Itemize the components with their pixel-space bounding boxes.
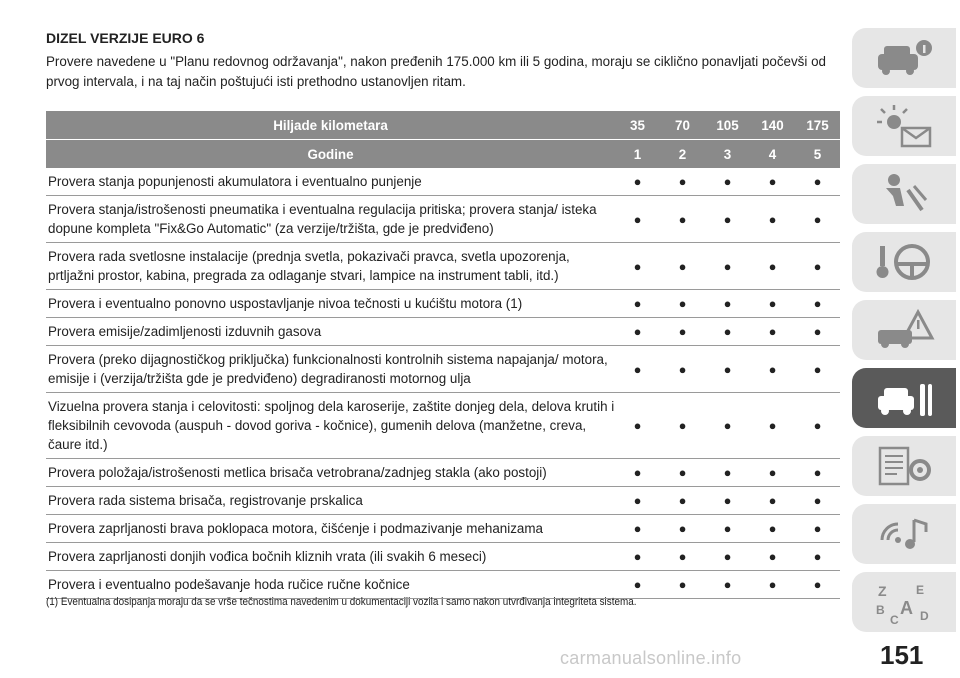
car-maintenance-icon [872, 374, 936, 422]
interval-dot: ● [705, 487, 750, 515]
specs-gear-icon [872, 442, 936, 490]
interval-dot: ● [750, 393, 795, 459]
interval-dot: ● [705, 459, 750, 487]
interval-dot: ● [750, 459, 795, 487]
interval-dot: ● [660, 543, 705, 571]
year-value: 1 [615, 140, 660, 169]
page-title: DIZEL VERZIJE EURO 6 [46, 30, 205, 46]
years-header-row [46, 140, 840, 169]
check-description: Provera stanja popunjenosti akumulatora i eventualno punjenje [46, 168, 615, 196]
table-row [46, 196, 840, 243]
interval-dot: ● [795, 459, 840, 487]
alphabetical-index-icon [872, 578, 936, 626]
sidebar-tab-key-steering[interactable] [852, 232, 956, 292]
interval-dot: ● [795, 487, 840, 515]
intro-paragraph: Provere navedene u "Planu redovnog održavanja", nakon pređenih 175.000 km ili 5 godina, moraju se ciklično ponavljati počevši od prvog intervala, i na taj način poštujući isti prethodno ustanovljen ritam. [46, 54, 826, 89]
page-number: 151 [880, 640, 924, 670]
check-description: Provera rada sistema brisača, registrovanje prskalica [46, 487, 615, 515]
interval-dot: ● [705, 290, 750, 318]
interval-dot: ● [705, 196, 750, 243]
sidebar-tab-seat-airbag[interactable] [852, 164, 956, 224]
interval-dot: ● [795, 346, 840, 393]
interval-dot: ● [705, 543, 750, 571]
year-value: 4 [750, 140, 795, 169]
interval-dot: ● [750, 543, 795, 571]
warning-car-icon [872, 306, 936, 354]
table-row [46, 459, 840, 487]
interval-dot: ● [795, 543, 840, 571]
interval-dot: ● [750, 168, 795, 196]
key-steering-icon [872, 238, 936, 286]
km-value: 140 [750, 111, 795, 140]
check-description: Provera i eventualno ponovno uspostavljanje nivoa tečnosti u kućištu motora (1) [46, 290, 615, 318]
svg-text:D: D [920, 609, 929, 623]
sidebar-tab-specs-gear[interactable] [852, 436, 956, 496]
km-value: 70 [660, 111, 705, 140]
table-row [46, 243, 840, 290]
footnote: (1) Eventualna dosipanja moraju da se vrše tečnostima navedenim u dokumentaciji vozila i samo nakon utvrđivanja integriteta sistema. [46, 596, 637, 608]
page-content [46, 30, 840, 92]
interval-dot: ● [660, 515, 705, 543]
check-description: Provera položaja/istrošenosti metlica brisača vetrobrana/zadnjeg stakla (ako postoji) [46, 459, 615, 487]
check-description: Provera emisije/zadimljenosti izduvnih gasova [46, 318, 615, 346]
interval-dot: ● [750, 571, 795, 599]
interval-dot: ● [615, 543, 660, 571]
car-info-icon [872, 34, 936, 82]
interval-dot: ● [615, 393, 660, 459]
interval-dot: ● [795, 196, 840, 243]
year-value: 2 [660, 140, 705, 169]
interval-dot: ● [615, 168, 660, 196]
table-row [46, 515, 840, 543]
interval-dot: ● [750, 318, 795, 346]
table-row [46, 290, 840, 318]
interval-dot: ● [660, 459, 705, 487]
check-description: Provera stanja/istrošenosti pneumatika i eventualna regulacija pritiska; provera stanja/ isteka dopune kompleta "Fix&Go Automatic" (za verzije/tržišta, gde je predviđeno) [46, 196, 615, 243]
km-value: 35 [615, 111, 660, 140]
interval-dot: ● [615, 515, 660, 543]
year-value: 3 [705, 140, 750, 169]
check-description: Provera zaprljanosti donjih vođica bočnih kliznih vrata (ili svakih 6 meseci) [46, 543, 615, 571]
km-value: 105 [705, 111, 750, 140]
svg-text:Z: Z [878, 583, 887, 599]
interval-dot: ● [705, 168, 750, 196]
check-description: Provera rada svetlosne instalacije (prednja svetla, pokazivači pravca, svetla upozorenja, prtljažni prostor, kabina, pregrada za odlaganje stvari, lampice na instrument tabli, itd.) [46, 243, 615, 290]
years-label: Godine [46, 140, 615, 169]
interval-dot: ● [705, 515, 750, 543]
dashboard-lights-icon [872, 102, 936, 150]
table-row [46, 543, 840, 571]
interval-dot: ● [660, 393, 705, 459]
svg-text:B: B [876, 603, 885, 617]
interval-dot: ● [705, 318, 750, 346]
check-description: Provera i eventualno podešavanje hoda ručice ručne kočnice [46, 571, 615, 599]
interval-dot: ● [615, 318, 660, 346]
interval-dot: ● [660, 571, 705, 599]
interval-dot: ● [615, 487, 660, 515]
interval-dot: ● [795, 515, 840, 543]
sidebar-tab-car-maintenance[interactable] [852, 368, 956, 428]
table-row [46, 393, 840, 459]
check-description: Provera zaprljanosti brava poklopaca motora, čišćenje i podmazivanje mehanizama [46, 515, 615, 543]
interval-dot: ● [615, 571, 660, 599]
interval-dot: ● [615, 346, 660, 393]
interval-dot: ● [750, 515, 795, 543]
table-row [46, 487, 840, 515]
interval-dot: ● [660, 290, 705, 318]
interval-dot: ● [660, 346, 705, 393]
svg-text:E: E [916, 583, 925, 597]
km-header-row [46, 111, 840, 140]
interval-dot: ● [750, 243, 795, 290]
interval-dot: ● [615, 196, 660, 243]
table-row [46, 571, 840, 599]
interval-dot: ● [750, 346, 795, 393]
interval-dot: ● [660, 168, 705, 196]
interval-dot: ● [795, 571, 840, 599]
interval-dot: ● [705, 393, 750, 459]
sidebar-tab-multimedia[interactable] [852, 504, 956, 564]
interval-dot: ● [615, 290, 660, 318]
sidebar-tab-alphabetical-index[interactable] [852, 572, 956, 632]
check-description: Vizuelna provera stanja i celovitosti: spoljnog dela karoserije, zaštite donjeg dela, delova krutih i fleksibilnih cevovoda (auspuh - dovod goriva - kočnice), gumenih delova (manžetne, creva, čaure itd.) [46, 393, 615, 459]
sidebar-tab-warning-car[interactable] [852, 300, 956, 360]
watermark: carmanualsonline.info [560, 648, 742, 668]
chapter-sidebar [852, 28, 960, 640]
interval-dot: ● [615, 243, 660, 290]
interval-dot: ● [705, 346, 750, 393]
interval-dot: ● [660, 196, 705, 243]
interval-dot: ● [750, 196, 795, 243]
interval-dot: ● [660, 318, 705, 346]
sidebar-tab-car-info[interactable] [852, 28, 956, 88]
svg-text:C: C [890, 613, 899, 626]
km-value: 175 [795, 111, 840, 140]
maintenance-table [46, 111, 840, 599]
interval-dot: ● [705, 243, 750, 290]
interval-dot: ● [660, 487, 705, 515]
interval-dot: ● [750, 290, 795, 318]
interval-dot: ● [660, 243, 705, 290]
interval-dot: ● [795, 318, 840, 346]
interval-dot: ● [795, 243, 840, 290]
km-label: Hiljade kilometara [46, 111, 615, 140]
table-row [46, 168, 840, 196]
interval-dot: ● [705, 571, 750, 599]
interval-dot: ● [795, 290, 840, 318]
interval-dot: ● [795, 393, 840, 459]
sidebar-tab-dashboard-lights[interactable] [852, 96, 956, 156]
seat-airbag-icon [872, 170, 936, 218]
interval-dot: ● [795, 168, 840, 196]
table-row [46, 346, 840, 393]
multimedia-icon [872, 510, 936, 558]
check-description: Provera (preko dijagnostičkog priključka) funkcionalnosti kontrolnih sistema napajanja/ motora, emisije i (verzija/tržišta gde je predviđeno) degradiranosti motornog ulja [46, 346, 615, 393]
table-row [46, 318, 840, 346]
svg-text:A: A [900, 598, 913, 618]
interval-dot: ● [750, 487, 795, 515]
year-value: 5 [795, 140, 840, 169]
interval-dot: ● [615, 459, 660, 487]
